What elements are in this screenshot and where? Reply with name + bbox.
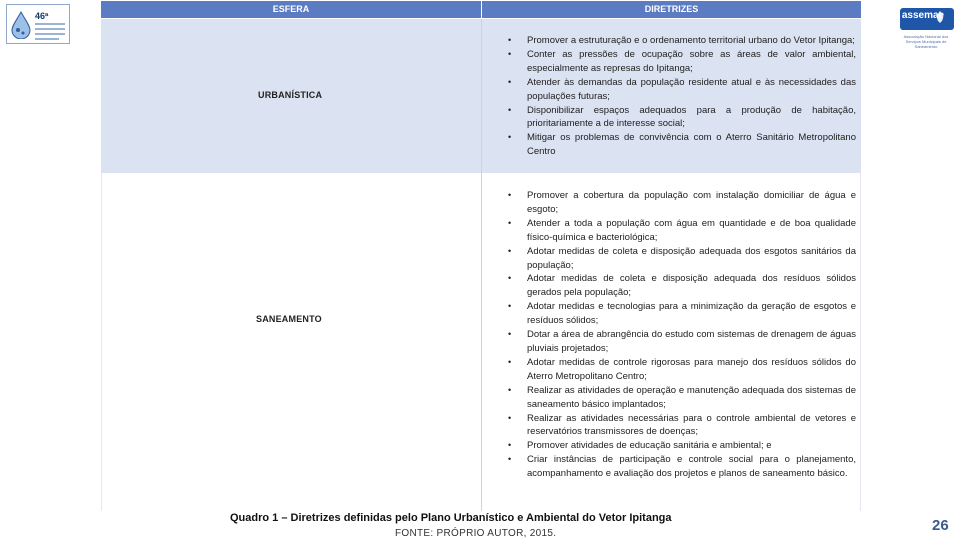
- table-caption: Quadro 1 – Diretrizes definidas pelo Plano Urbanístico e Ambiental do Vetor Ipitanga: [230, 512, 672, 524]
- logo-line: [35, 28, 65, 30]
- list-item: • Promover a cobertura da população com instalação domiciliar de água e esgoto;: [506, 189, 856, 217]
- logo-line: [35, 23, 65, 25]
- list-item: • Adotar medidas e tecnologias para a minimização da geração de esgotos e resíduos sólidos;: [506, 300, 856, 328]
- list-item: • Promover atividades de educação sanitária e ambiental; e: [506, 439, 856, 453]
- list-item: • Criar instâncias de participação e controle social para o planejamento, acompanhamento e avaliação dos projetos e planos de saneamento básico.: [506, 453, 856, 481]
- assemae-wordmark: assemae: [901, 10, 945, 21]
- logo-line: [35, 33, 65, 35]
- list-item: • Dotar a área de abrangência do estudo com sistemas de drenagem de águas pluviais projetados;: [506, 328, 856, 356]
- assemae-subtitle: Associação Nacional dos Serviços Municipais de Saneamento: [903, 34, 949, 49]
- header-diretrizes: DIRETRIZES: [482, 1, 861, 18]
- assemae-logo: [896, 6, 956, 49]
- list-item: • Disponibilizar espaços adequados para a produção de habitação, prioritariamente a de interesse social;: [506, 104, 856, 132]
- directives-table: [101, 1, 861, 511]
- diretrizes-saneamento-list: [506, 189, 856, 481]
- conference-number: 46ª: [35, 11, 49, 21]
- conference-logo: [6, 4, 70, 44]
- table-right-border: [860, 173, 861, 511]
- list-item: • Adotar medidas de coleta e disposição adequada dos resíduos sólidos gerados pela população;: [506, 272, 856, 300]
- list-item: • Adotar medidas de controle rigorosas para manejo dos resíduos sólidos do Aterro Metropolitano Centro;: [506, 356, 856, 384]
- diretrizes-urbanistica-list: [506, 34, 856, 159]
- list-item: • Conter as pressões de ocupação sobre as áreas de valor ambiental, especialmente as represas do Ipitanga;: [506, 48, 856, 76]
- esfera-saneamento: SANEAMENTO: [256, 314, 322, 324]
- list-item: • Atender a toda a população com água em quantidade e de boa qualidade físico-química e bacteriológica;: [506, 217, 856, 245]
- column-divider: [481, 19, 482, 511]
- esfera-urbanistica: URBANÍSTICA: [258, 90, 323, 100]
- list-item: • Realizar as atividades necessárias para o controle ambiental de vetores e reservatórios transmissores de doenças;: [506, 412, 856, 440]
- source-note: FONTE: PRÓPRIO AUTOR, 2015.: [395, 528, 557, 539]
- list-item: • Promover a estruturação e o ordenamento territorial urbano do Vetor Ipitanga;: [506, 34, 856, 48]
- list-item: • Atender às demandas da população residente atual e às necessidades das populações futuras;: [506, 76, 856, 104]
- water-drop-icon: [10, 11, 32, 39]
- page-number: 26: [932, 517, 949, 534]
- logo-line: [35, 38, 59, 40]
- table-left-border: [101, 173, 102, 511]
- list-item: • Adotar medidas de coleta e disposição adequada dos esgotos sanitários da população;: [506, 245, 856, 273]
- list-item: • Mitigar os problemas de convivência com o Aterro Sanitário Metropolitano Centro: [506, 131, 856, 159]
- list-item: • Realizar as atividades de operação e manutenção adequada dos sistemas de saneamento básico implantados;: [506, 384, 856, 412]
- header-esfera: ESFERA: [101, 1, 481, 18]
